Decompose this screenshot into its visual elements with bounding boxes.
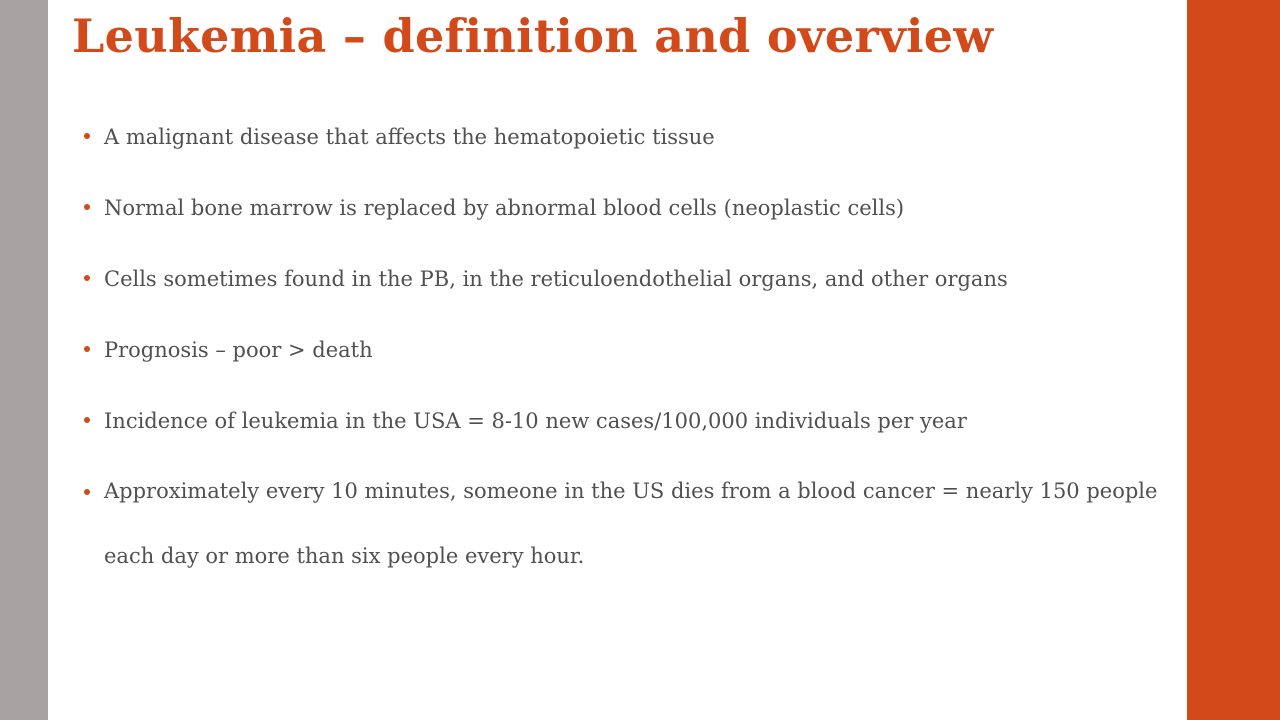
bullet-text: A malignant disease that affects the hematopoietic tissue [104,125,715,149]
bullet-text: Approximately every 10 minutes, someone in the US dies from a blood cancer = nearly 150 people each day or more than six people every hour. [104,479,1158,568]
bullet-text: Normal bone marrow is replaced by abnormal blood cells (neoplastic cells) [104,196,905,220]
bullet-dot-icon [84,204,90,210]
bullet-dot-icon [84,489,90,495]
bullet-item [84,459,1174,589]
bullet-item [84,189,1174,227]
left-accent-bar [0,0,48,720]
bullet-item [84,331,1174,369]
bullet-dot-icon [84,417,90,423]
bullet-item [84,118,1174,156]
bullet-dot-icon [84,346,90,352]
bullet-text: Incidence of leukemia in the USA = 8-10 new cases/100,000 individuals per year [104,409,967,433]
bullet-dot-icon [84,133,90,139]
right-accent-bar [1187,0,1280,720]
bullet-text: Cells sometimes found in the PB, in the reticuloendothelial organs, and other organs [104,267,1008,291]
bullet-dot-icon [84,275,90,281]
bullet-text: Prognosis – poor > death [104,338,373,362]
slide-title: Leukemia – definition and overview [72,9,994,63]
bullet-item [84,260,1174,298]
bullet-list [84,118,1174,622]
bullet-item [84,402,1174,440]
